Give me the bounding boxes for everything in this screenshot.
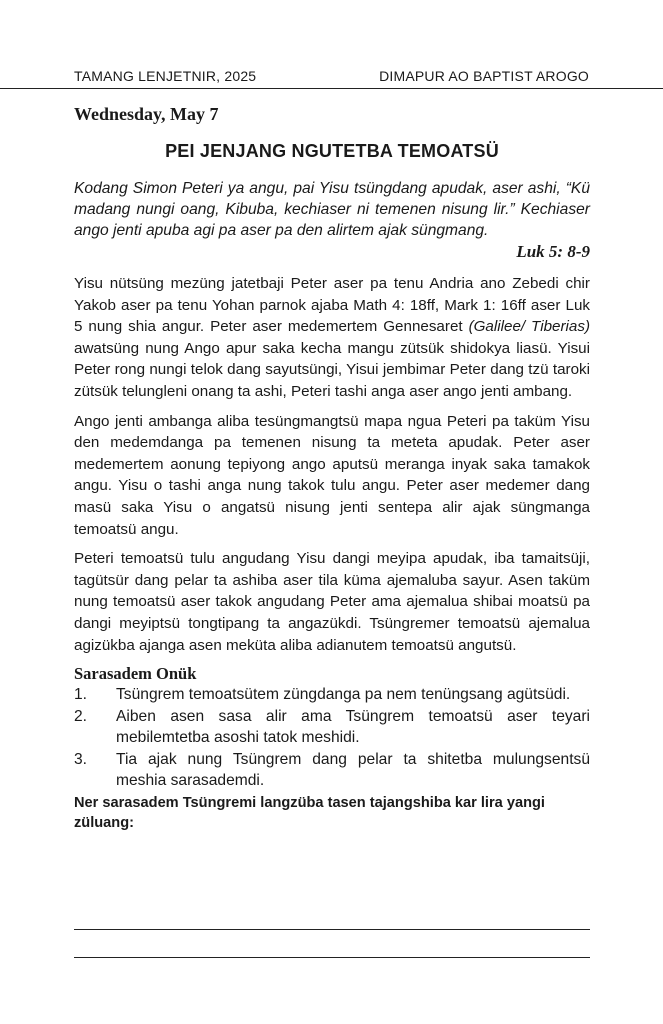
reflection-questions [74, 684, 590, 792]
list-item [74, 684, 590, 706]
list-item [74, 749, 590, 792]
paragraph-1-italic: (Galilee/ Tiberias) [468, 318, 591, 336]
writing-prompt: Ner sarasadem Tsüngremi langzüba tasen tajangshiba kar lira yangi züluang: [74, 795, 545, 831]
paragraph-3: Peteri temoatsü tulu angudang Yisu dangi meyipa apudak, iba tamaitsüji, tagütsür dang pelar ta ashiba aser tila küma ajemaluba sayur. Asen taküm nung temoatsü aser takok angudang Peter ama ajemalua shibai moatsü pa dangi meyiptsü tongtipang ta angazükdi. Tsüngremer temoatsü ajemalua agizükba ajanga asen meküta aliba adianutem temoatsü angutsü. [74, 550, 590, 654]
question-text: Tsüngrem temoatsütem züngdanga pa nem tenüngsang agütsüdi. [116, 686, 571, 704]
paragraph-2: Ango jenti ambanga aliba tesüngmangtsü mapa ngua Peteri pa taküm Yisu den medemdanga pa temenen nisung ta meteta apudak. Peter aser medemertem aonung tepiyong ango aputsü meranga inyak saka tamakok angu. Yisu o tashi anga nung takok tulu angu. Peter aser medemer dang masü saka Yisu o angatsü nisung jenti sentepa alir ajak süngmanga temoatsü angu. [74, 412, 590, 538]
question-number: 3. [74, 750, 88, 768]
key-verse: Kodang Simon Peteri ya angu, pai Yisu tsüngdang apudak, aser ashi, “Kü madang nungi oang, Kibuba, kechiaser ni temenen nisung lir.” Kechiaser ango jenti apuba agi pa aser pa den alirtem ajak süngmang. [74, 180, 590, 239]
devotion-date: Wednesday, May 7 [74, 104, 219, 124]
question-text: Aiben asen sasa alir ama Tsüngrem temoatsü aser teyari mebilemtetba asoshi tatok meshidi. [116, 707, 590, 747]
devotional-body [74, 104, 590, 833]
devotion-title: PEI JENJANG NGUTETBA TEMOATSÜ [165, 141, 499, 161]
paragraph-1 [74, 273, 590, 403]
header-publication-title: TAMANG LENJETNIR, 2025 [74, 68, 257, 84]
header-rule [0, 88, 663, 89]
verse-reference: Luk 5: 8-9 [516, 242, 590, 261]
paragraph-1-text-cont: awatsüng nung Ango apur saka kecha mangu zütsük shidokya liasü. Yisui Peter rong nungi telok dang sayutsüngi, Yisui jembimar Peter dang tzü taroki zütsük telungleni onang ta ashi, Peteri tashi anga aser ango jenti ambang. [74, 339, 590, 400]
question-text: Tia ajak nung Tsüngrem dang pelar ta shitetba mulungsentsü meshia sarasademdi. [116, 750, 590, 790]
list-item [74, 706, 590, 749]
header-publisher: DIMAPUR AO BAPTIST AROGO [379, 68, 589, 84]
reflection-heading: Sarasadem Onük [74, 664, 197, 684]
writing-line-2[interactable] [74, 957, 590, 958]
page-header [0, 62, 663, 90]
writing-line-1[interactable] [74, 929, 590, 930]
question-number: 2. [74, 707, 88, 725]
paragraph-1-text: Yisu nütsüng mezüng jatetbaji Peter aser pa tenu Andria ano Zebedi chir Yakob aser pa tenu Yohan parnok ajaba Math 4: 18ff, Mark 1: 16ff aser Luk 5 nung shia angur. Peter aser medemertem Gennesaret [74, 275, 590, 336]
question-number: 1. [74, 686, 88, 704]
